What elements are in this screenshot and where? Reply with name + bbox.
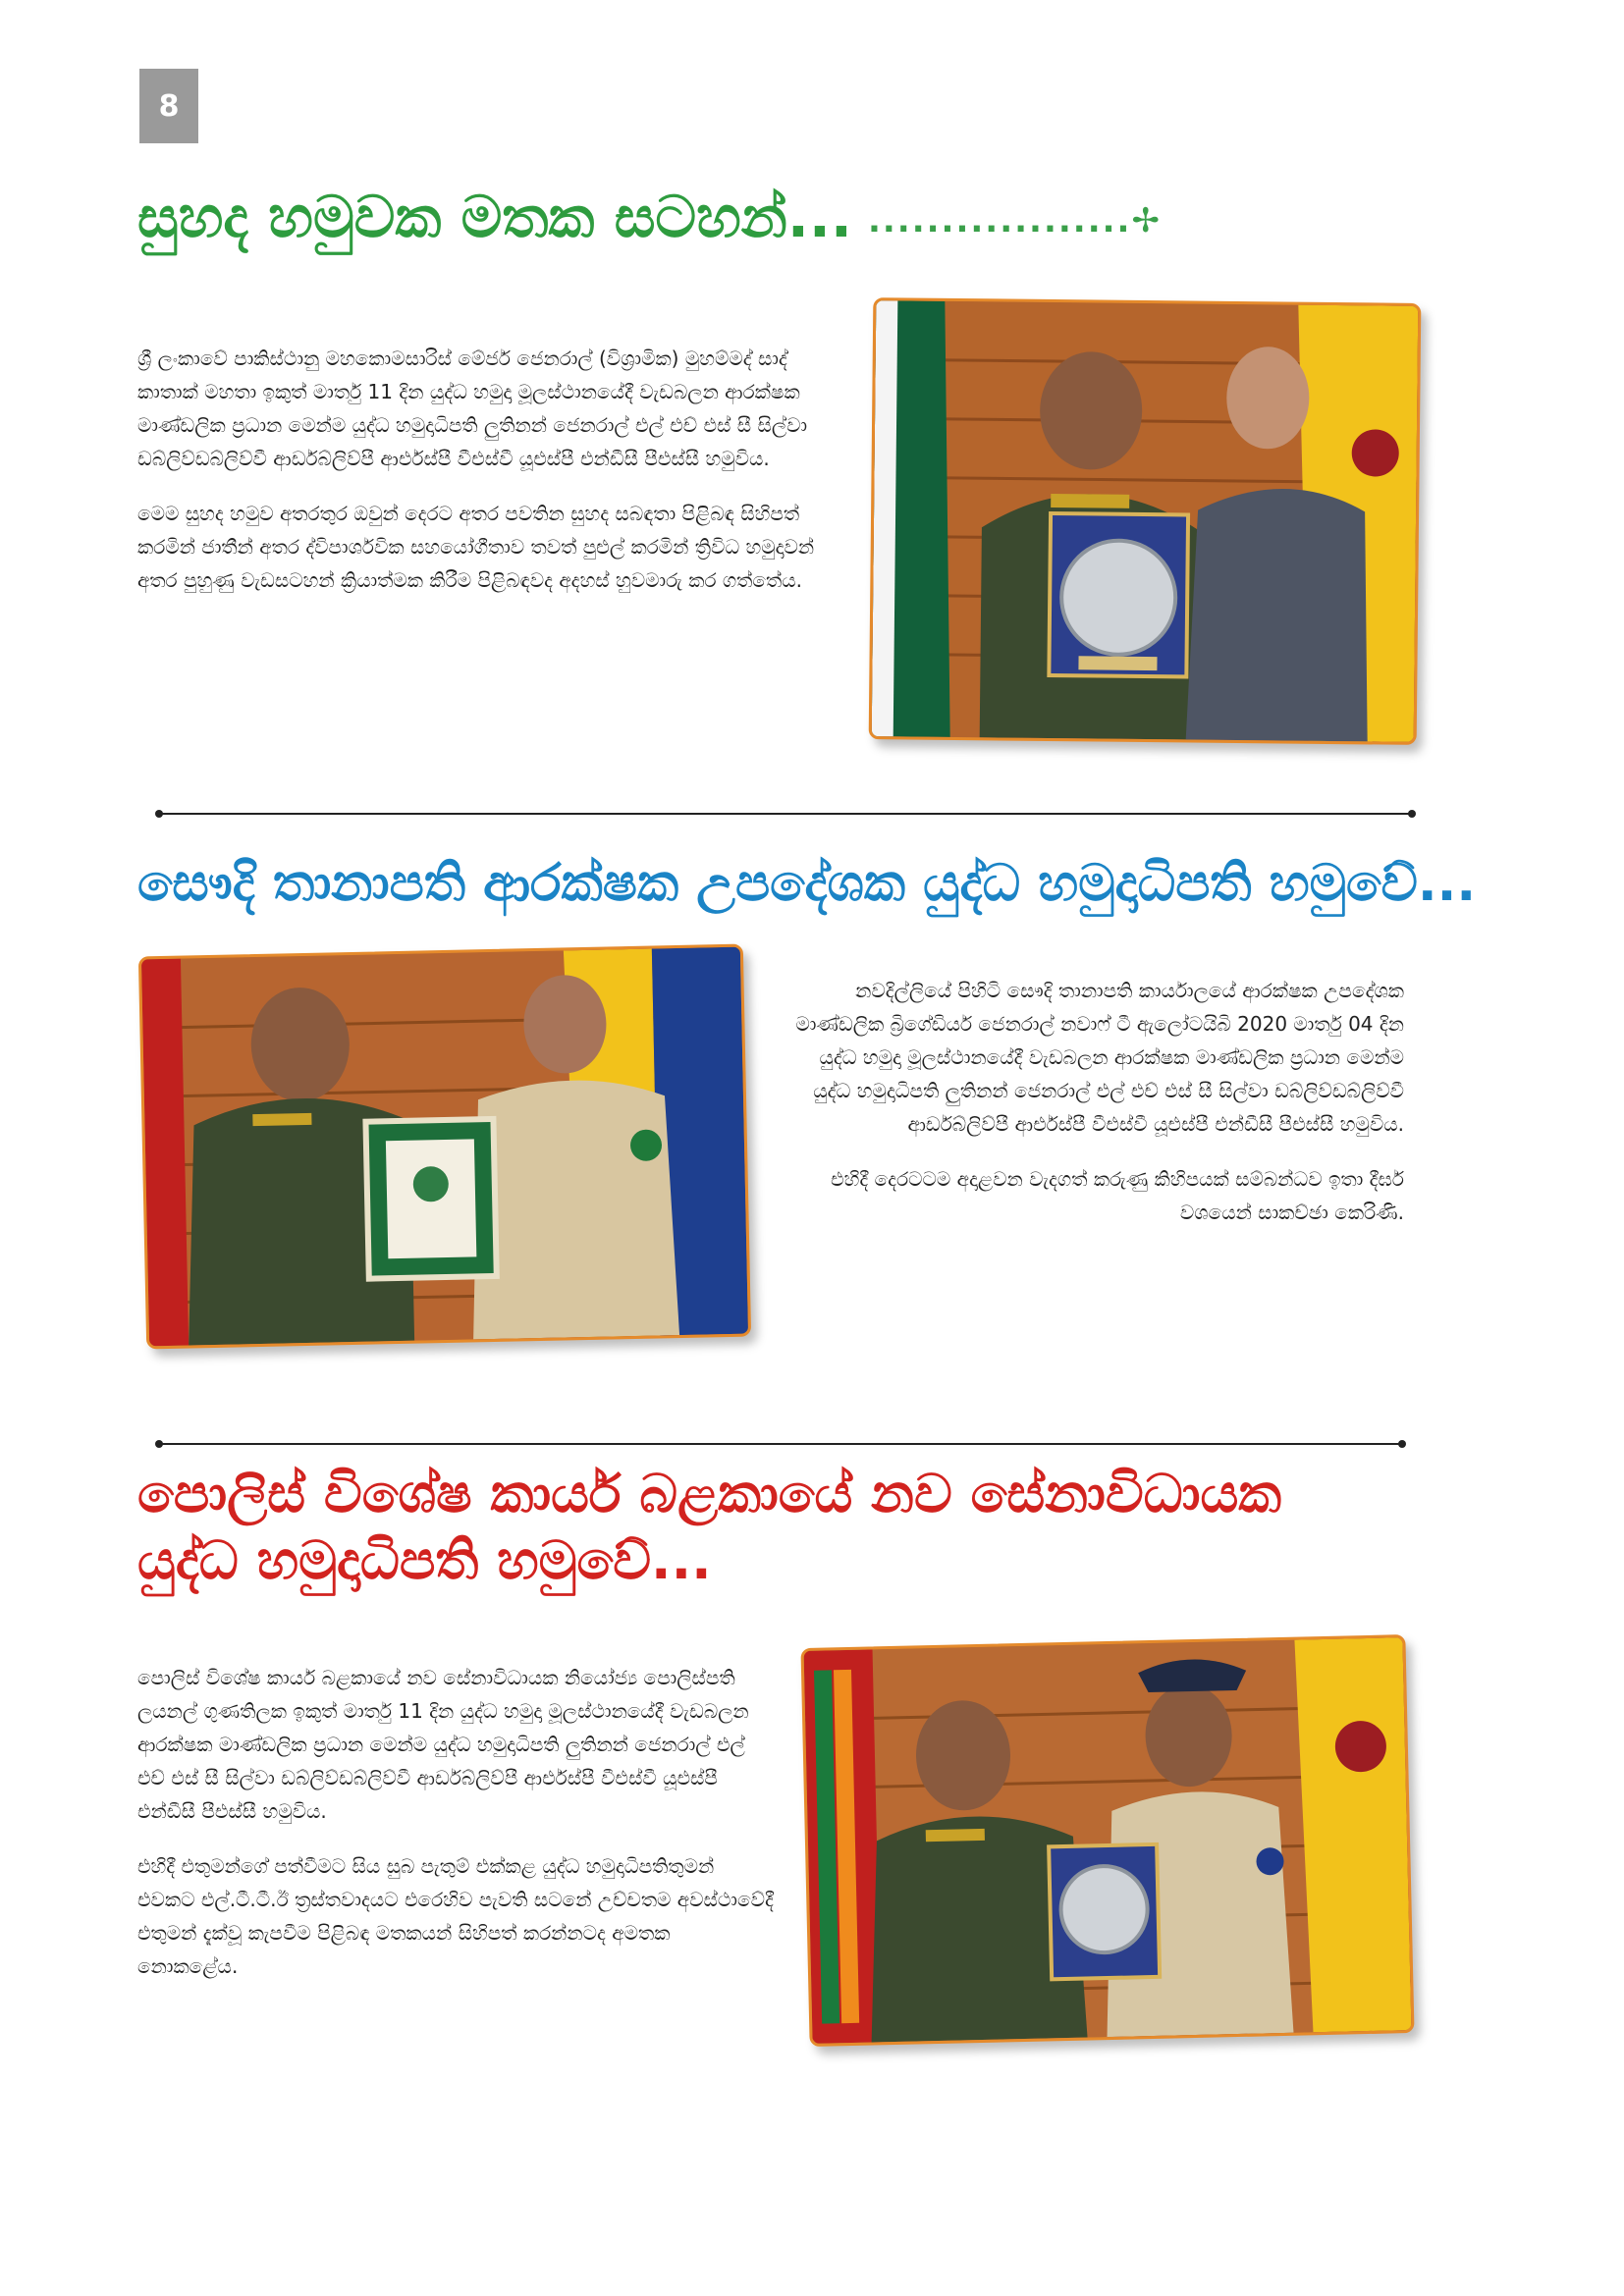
section-2-paragraph-1: නවදිල්ලියේ පිහිටි සෞදි තානාපති කාර්යාලයේ ආරක්ෂක උපදේශක මාණ්ඩලික බ්‍රිගේඩියර් ජෙනරාල් නවාෆ් ටී ඇලෝටයිබි 2020 මාර්තු 04 දින යුද්ධ හමුදා මූලස්ථානයේදී වැඩබලන ආරක්ෂක මාණ්ඩලික ප්‍රධාන මෙන්ම යුද්ධ හමුදාධිපති ලුතිනන් ජෙනරාල් එල් එච් එස් සී සිල්වා ඩබ්ලිව්ඩබ්ලිව්වී ආර්ඩබ්ලිව්පී ආර්එස්පී වීඑස්වී යූඑස්පී එන්ඩීසී පීඑස්සී හමුවිය. — [795, 979, 1404, 1136]
section-1-title-text: සුහද හමුවක මතක සටහන්... — [137, 184, 852, 250]
section-divider-2 — [159, 1443, 1402, 1445]
photo-saudi-meeting — [138, 944, 751, 1350]
section-2-title: සෞදි තානාපති ආරක්ෂක උපදේශක යුද්ධ හමුදාධිපති හමුවේ... — [137, 854, 1477, 913]
section-3-title: පොලිස් විශේෂ කාර්ය බළකායේ නව සේනාවිධායක යුද්ධ හමුදාධිපති හමුවේ... — [137, 1463, 1282, 1591]
section-3-body — [137, 1661, 776, 2004]
page-number: 8 — [139, 69, 198, 143]
section-2-body — [785, 974, 1404, 1251]
section-1-title — [137, 182, 1162, 253]
section-1-body — [137, 342, 844, 618]
section-3-paragraph-2: එහිදී එතුමන්ගේ පත්වීමට සිය සුබ පැතුම් එක්කළ යුද්ධ හමුදාධිපතිතුමන් එවකට එල්.ටී.ටී.ඊ ත්‍රස්තවාදයට එරෙහිව පැවති සටනේ උච්චතම අවස්ථාවේදී එතුමන් දැක්වූ කැපවීම පිළිබඳ මතකයන් සිහිපත් කරන්නටද අමතක නොකළේය. — [137, 1854, 774, 1978]
section-divider-1 — [159, 813, 1412, 815]
section-1-paragraph-1: ශ්‍රී ලංකාවේ පාකිස්ථානු මහකොමසාරිස් මේජර් ජෙනරාල් (විශ්‍රාමික) මුහම්මද් සාද් කාතාක් මහතා ඉකුත් මාර්තු 11 දින යුද්ධ හමුදා මූලස්ථානයේදී වැඩබලන ආරක්ෂක මාණ්ඩලික ප්‍රධාන මෙන්ම යුද්ධ හමුදාධිපති ලුතිනන් ජෙනරාල් එල් එච් එස් සී සිල්වා ඩබ්ලිව්ඩබ්ලිව්වී ආර්ඩබ්ලිව්පී ආර්එස්පී වීඑස්වී යූඑස්පී එන්ඩීසී පීඑස්සී හමුවිය. — [137, 347, 808, 470]
section-2-paragraph-2: එහිදී දෙරටටම අදාළවන වැදගත් කරුණු කිහිපයක් සම්බන්ධව ඉතා දීර්ඝ වශයෙන් සාකච්ඡා කෙරිණි. — [831, 1167, 1404, 1224]
photo-police-stf-meeting — [800, 1634, 1414, 2047]
photo-pakistan-meeting — [869, 297, 1422, 745]
section-3-paragraph-1: පොලිස් විශේෂ කාර්ය බළකායේ නව සේනාවිධායක නියෝජ්‍ය පොලිස්පති ලයනල් ගුණතිලක ඉකුත් මාර්තු 11 දින යුද්ධ හමුදා මූලස්ථානයේදී වැඩබලන ආරක්ෂක මාණ්ඩලික ප්‍රධාන මෙන්ම යුද්ධ හමුදාධිපති ලුතිනන් ජෙනරාල් එල් එච් එස් සී සිල්වා ඩබ්ලිව්ඩබ්ලිව්වී ආර්ඩබ්ලිව්පී ආර්එස්පී වීඑස්වී යූඑස්පී එන්ඩීසී පීඑස්සී හමුවිය. — [137, 1666, 749, 1823]
title-ornament: ..................✢ — [867, 200, 1162, 240]
section-1-paragraph-2: මෙම සුහද හමුව අතරතුර ඔවුන් දෙරට අතර පවතින සුහද සබඳතා පිළිබඳ සිහිපත් කරමින් ජාතීන් අතර ද්විපාර්ශවික සහයෝගීතාව තවත් පුළුල් කරමින් ත්‍රිවිධ හමුදාවන් අතර පුහුණු වැඩසටහන් ක්‍රියාත්මක කිරීම පිළිබඳවද අදහස් හුවමාරු කර ගත්තේය. — [137, 502, 815, 592]
